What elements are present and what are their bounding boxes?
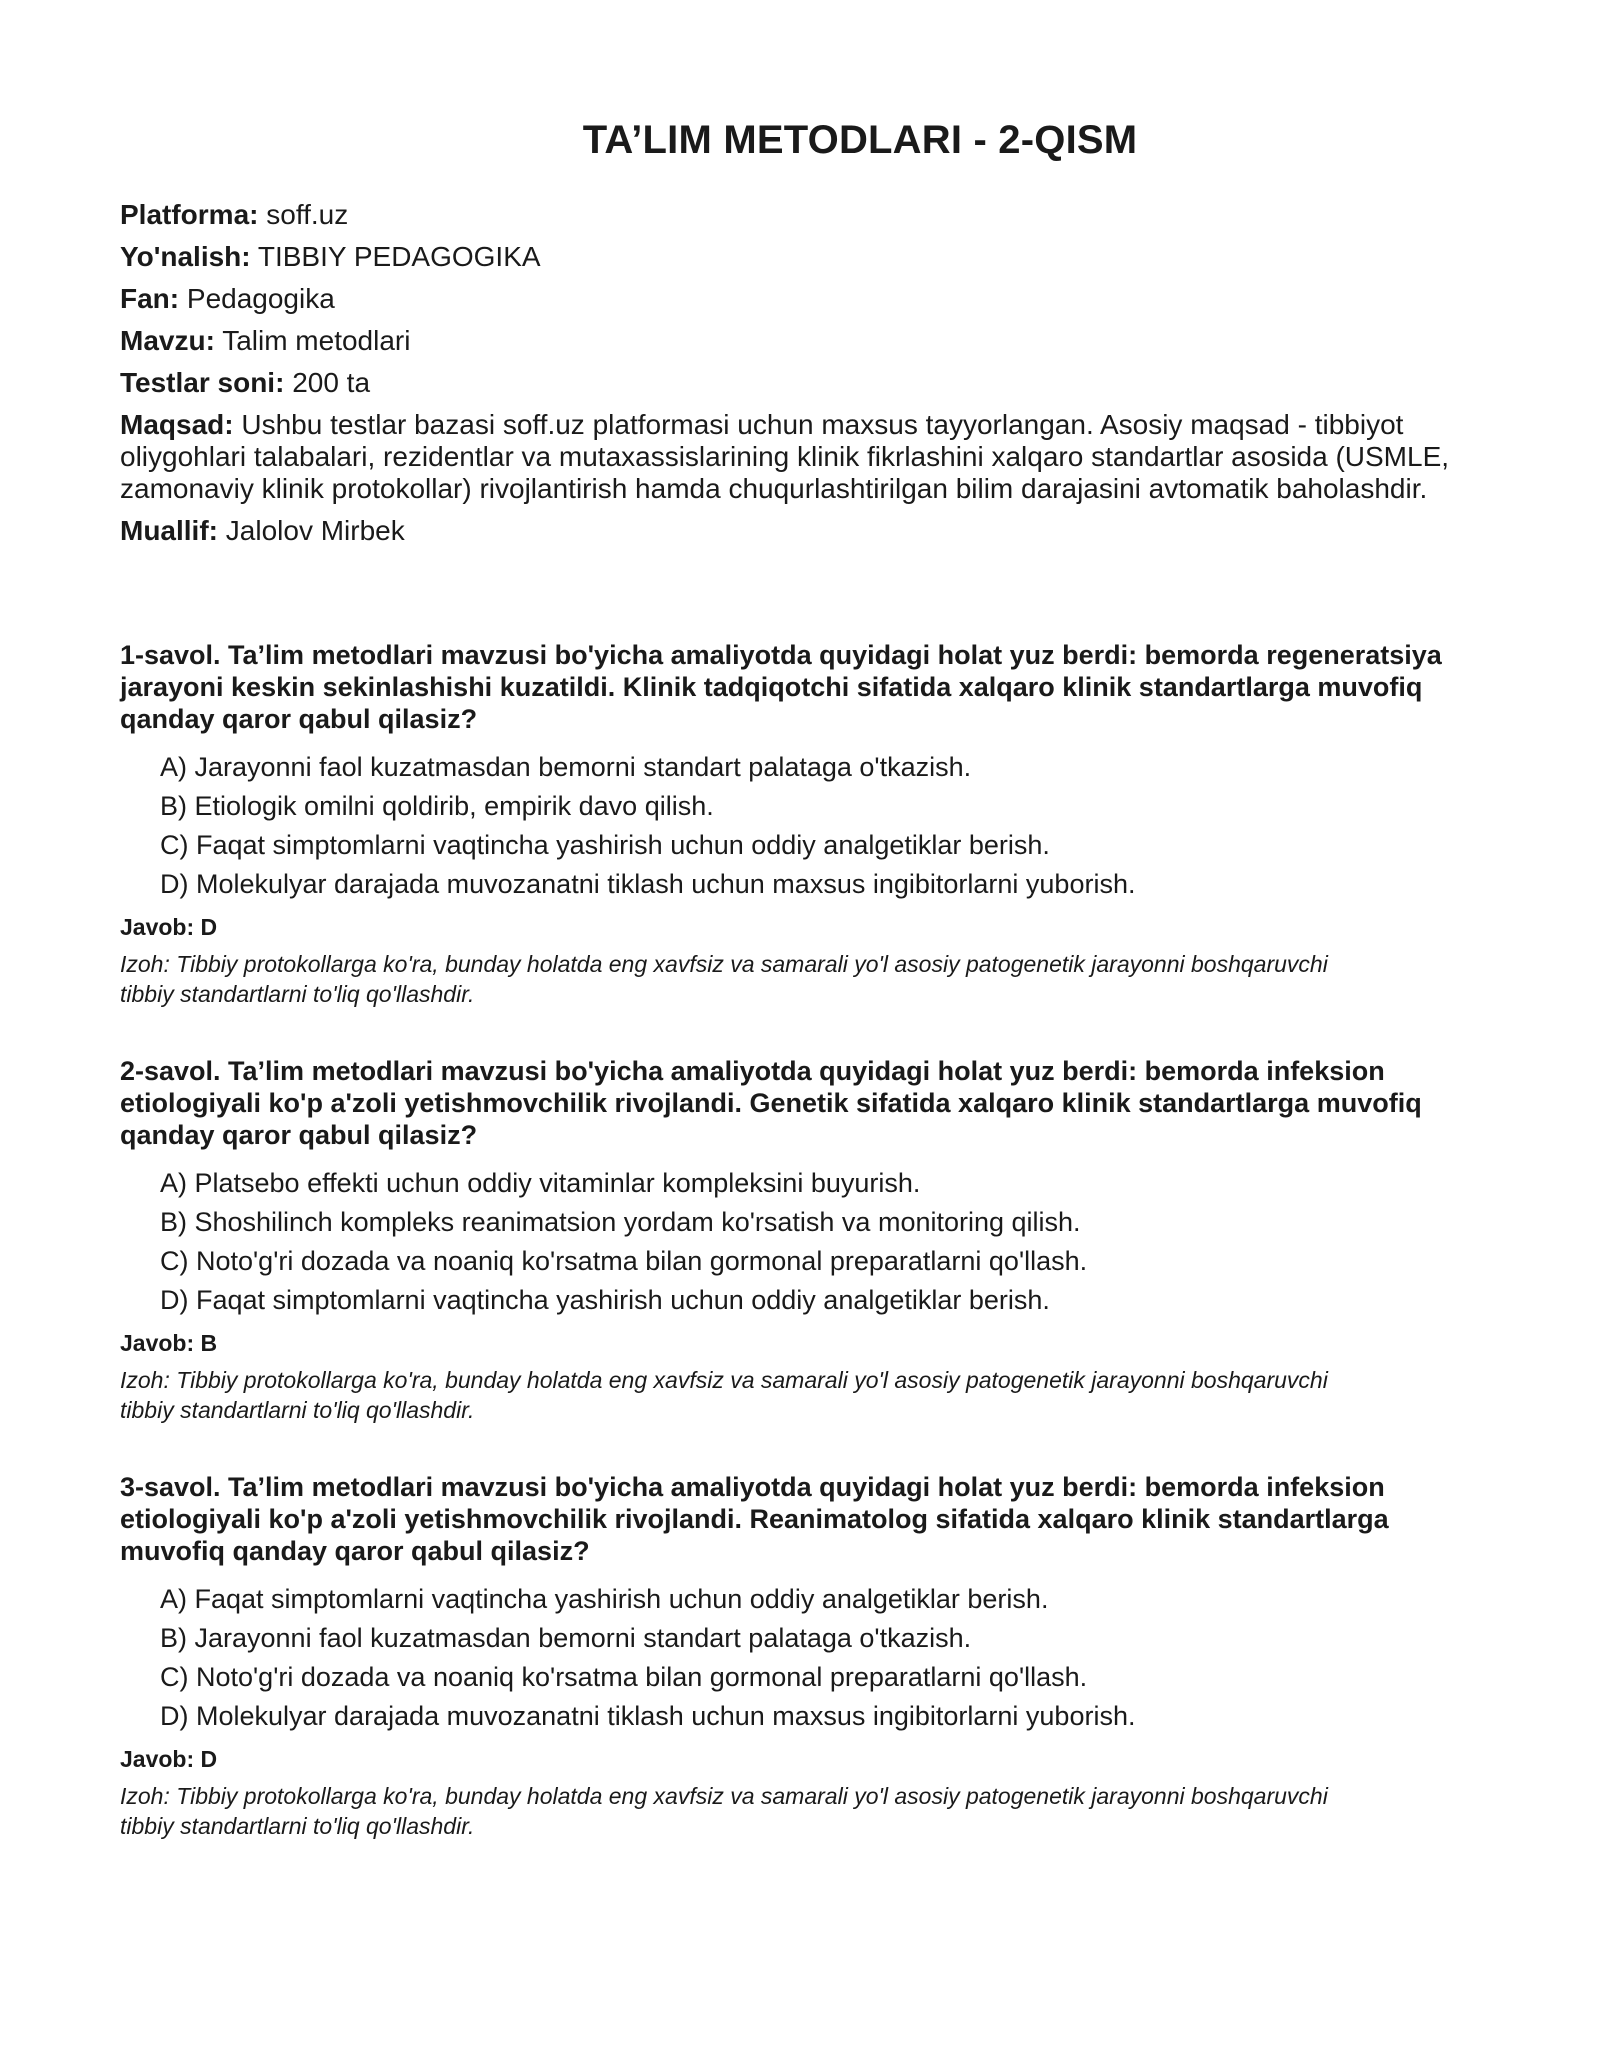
option-c: C) Faqat simptomlarni vaqtincha yashirish uchun oddiy analgetiklar berish. xyxy=(160,830,1050,860)
question-3 xyxy=(120,1471,1480,1841)
meta-label: Platforma: xyxy=(120,199,259,230)
meta-label: Yo'nalish: xyxy=(120,241,251,272)
option-d: D) Faqat simptomlarni vaqtincha yashirish uchun oddiy analgetiklar berish. xyxy=(160,1285,1050,1315)
option-d: D) Molekulyar darajada muvozanatni tiklash uchun maxsus ingibitorlarni yuborish. xyxy=(160,1701,1136,1731)
option-list xyxy=(120,1167,1480,1316)
meta-label: Muallif: xyxy=(120,515,218,546)
answer-label: Javob: D xyxy=(120,1746,218,1772)
meta-label: Fan: xyxy=(120,283,180,314)
option-b: B) Etiologik omilni qoldirib, empirik davo qilish. xyxy=(160,791,714,821)
option-list xyxy=(120,1583,1480,1732)
document-title: TA’LIM METODLARI - 2-QISM xyxy=(582,118,1138,162)
meta-value: Talim metodlari xyxy=(222,325,411,356)
option-c: C) Noto'g'ri dozada va noaniq ko'rsatma bilan gormonal preparatlarni qo'llash. xyxy=(160,1662,1088,1692)
meta-value: Jalolov Mirbek xyxy=(225,515,405,546)
answer-label: Javob: D xyxy=(120,914,218,940)
meta-label: Maqsad: xyxy=(120,409,234,440)
option-b: B) Jarayonni faol kuzatmasdan bemorni standart palataga o'tkazish. xyxy=(160,1623,972,1653)
explanation-note: Izoh: Tibbiy protokollarga ko'ra, bunday holatda eng xavfsiz va samarali yo'l asosiy patogenetik jarayonni boshqaruvchi tibbiy standartlarni to'liq qo'llashdir. xyxy=(120,1783,1328,1839)
meta-author xyxy=(120,515,1480,547)
meta-topic xyxy=(120,325,1480,357)
question-text: 1-savol. Ta’lim metodlari mavzusi bo'yicha amaliyotda quyidagi holat yuz berdi: bemorda regeneratsiya jarayoni keskin sekinlashishi kuzatildi. Klinik tadqiqotchi sifatida xalqaro klinik standartlarga muvofiq qanday qaror qabul qilasiz? xyxy=(120,640,1442,734)
meta-value: 200 ta xyxy=(292,367,371,398)
question-text: 2-savol. Ta’lim metodlari mavzusi bo'yicha amaliyotda quyidagi holat yuz berdi: bemorda infeksion etiologiyali ko'p a'zoli yetishmovchilik rivojlandi. Genetik sifatida xalqaro klinik standartlarga muvofiq qanday qaror qabul qilasiz? xyxy=(120,1056,1422,1150)
option-d: D) Molekulyar darajada muvozanatni tiklash uchun maxsus ingibitorlarni yuborish. xyxy=(160,869,1136,899)
meta-value: TIBBIY PEDAGOGIKA xyxy=(257,241,541,272)
meta-value: Pedagogika xyxy=(186,283,335,314)
meta-subject xyxy=(120,283,1480,315)
option-c: C) Noto'g'ri dozada va noaniq ko'rsatma bilan gormonal preparatlarni qo'llash. xyxy=(160,1246,1088,1276)
option-list xyxy=(120,751,1480,900)
meta-test-count xyxy=(120,367,1480,399)
question-text: 3-savol. Ta’lim metodlari mavzusi bo'yicha amaliyotda quyidagi holat yuz berdi: bemorda infeksion etiologiyali ko'p a'zoli yetishmovchilik rivojlandi. Reanimatolog sifatida xalqaro klinik standartlarga muvofiq qanday qaror qabul qilasiz? xyxy=(120,1472,1389,1566)
meta-label: Testlar soni: xyxy=(120,367,285,398)
answer-label: Javob: B xyxy=(120,1330,218,1356)
question-2 xyxy=(120,1055,1480,1425)
meta-label: Mavzu: xyxy=(120,325,215,356)
option-a: A) Platsebo effekti uchun oddiy vitaminlar kompleksini buyurish. xyxy=(160,1168,921,1198)
meta-value: soff.uz xyxy=(266,199,349,230)
explanation-note: Izoh: Tibbiy protokollarga ko'ra, bunday holatda eng xavfsiz va samarali yo'l asosiy patogenetik jarayonni boshqaruvchi tibbiy standartlarni to'liq qo'llashdir. xyxy=(120,951,1328,1007)
document-page xyxy=(120,118,1480,1887)
metadata-block xyxy=(120,199,1480,547)
meta-goal xyxy=(120,409,1480,505)
meta-direction xyxy=(120,241,1480,273)
meta-value: Ushbu testlar bazasi soff.uz platformasi uchun maxsus tayyorlangan. Asosiy maqsad - tibbiyot oliygohlari talabalari, rezidentlar va mutaxassislarining klinik fikrlashini xalqaro standartlar asosida (USMLE, zamonaviy klinik protokollar) rivojlantirish hamda chuqurlashtirilgan bilim darajasini avtomatik baholashdir. xyxy=(120,409,1450,504)
meta-platform xyxy=(120,199,1480,231)
option-b: B) Shoshilinch kompleks reanimatsion yordam ko'rsatish va monitoring qilish. xyxy=(160,1207,1081,1237)
option-a: A) Jarayonni faol kuzatmasdan bemorni standart palataga o'tkazish. xyxy=(160,752,972,782)
option-a: A) Faqat simptomlarni vaqtincha yashirish uchun oddiy analgetiklar berish. xyxy=(160,1584,1049,1614)
explanation-note: Izoh: Tibbiy protokollarga ko'ra, bunday holatda eng xavfsiz va samarali yo'l asosiy patogenetik jarayonni boshqaruvchi tibbiy standartlarni to'liq qo'llashdir. xyxy=(120,1367,1328,1423)
question-1 xyxy=(120,639,1480,1009)
